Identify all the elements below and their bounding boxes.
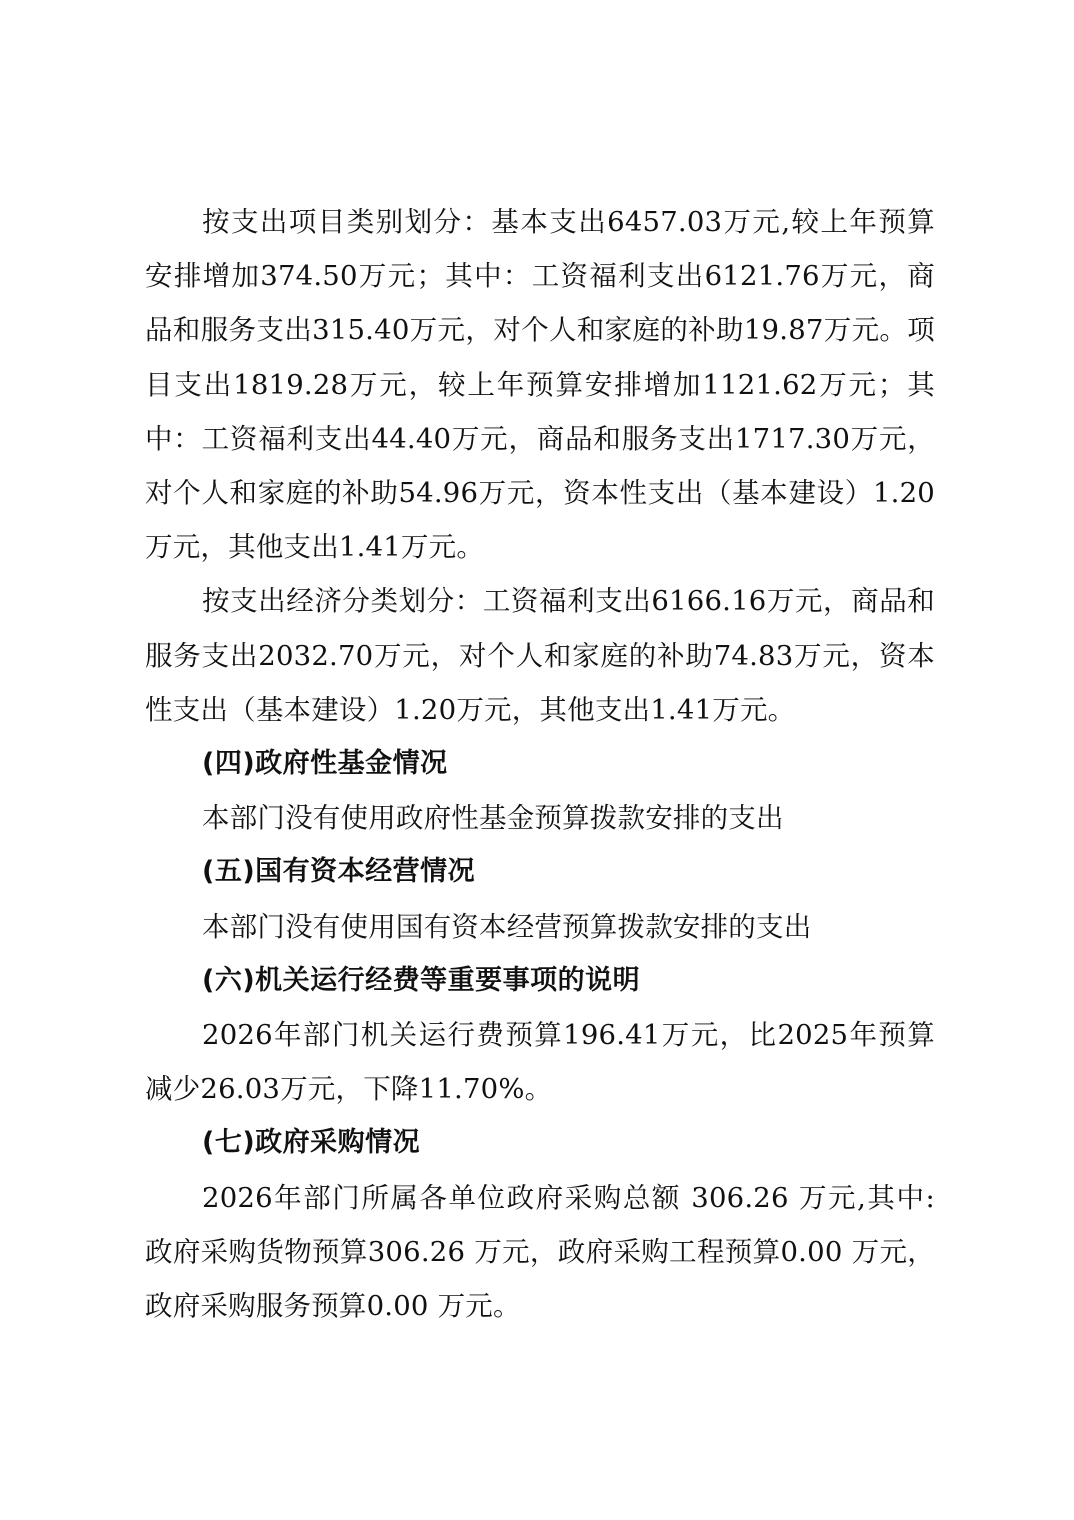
paragraph-operating-expenses: 2026年部门机关运行费预算196.41万元，比2025年预算减少26.03万元，下降11.70%。	[145, 1019, 935, 1106]
paragraph-government-funds: 本部门没有使用政府性基金预算拨款安排的支出	[202, 802, 784, 835]
paragraph-expenditure-by-economic-category: 按支出经济分类划分：工资福利支出6166.16万元，商品和服务支出2032.70万元，对个人和家庭的补助74.83万元，资本性支出（基本建设）1.20万元，其他支出1.41万元。	[145, 585, 935, 726]
paragraph-expenditure-by-project-category: 按支出项目类别划分：基本支出6457.03万元,较上年预算安排增加374.50万元；其中：工资福利支出6121.76万元，商品和服务支出315.40万元，对个人和家庭的补助19.87万元。项目支出1819.28万元，较上年预算安排增加1121.62万元；其中：工资福利支出44.40万元，商品和服务支出1717.30万元，对个人和家庭的补助54.96万元，资本性支出（基本建设）1.20万元，其他支出1.41万元。	[145, 206, 935, 564]
heading-operating-expenses: (六)机关运行经费等重要事项的说明	[202, 964, 641, 996]
heading-government-funds: (四)政府性基金情况	[202, 748, 448, 780]
document-body	[145, 195, 935, 1333]
heading-state-capital-operation: (五)国有资本经营情况	[202, 856, 476, 888]
heading-government-procurement: (七)政府采购情况	[202, 1127, 421, 1159]
paragraph-state-capital-operation: 本部门没有使用国有资本经营预算拨款安排的支出	[202, 910, 812, 943]
paragraph-government-procurement: 2026年部门所属各单位政府采购总额 306.26 万元,其中: 政府采购货物预算306.26 万元，政府采购工程预算0.00 万元，政府采购服务预算0.00 万元。	[145, 1181, 935, 1323]
